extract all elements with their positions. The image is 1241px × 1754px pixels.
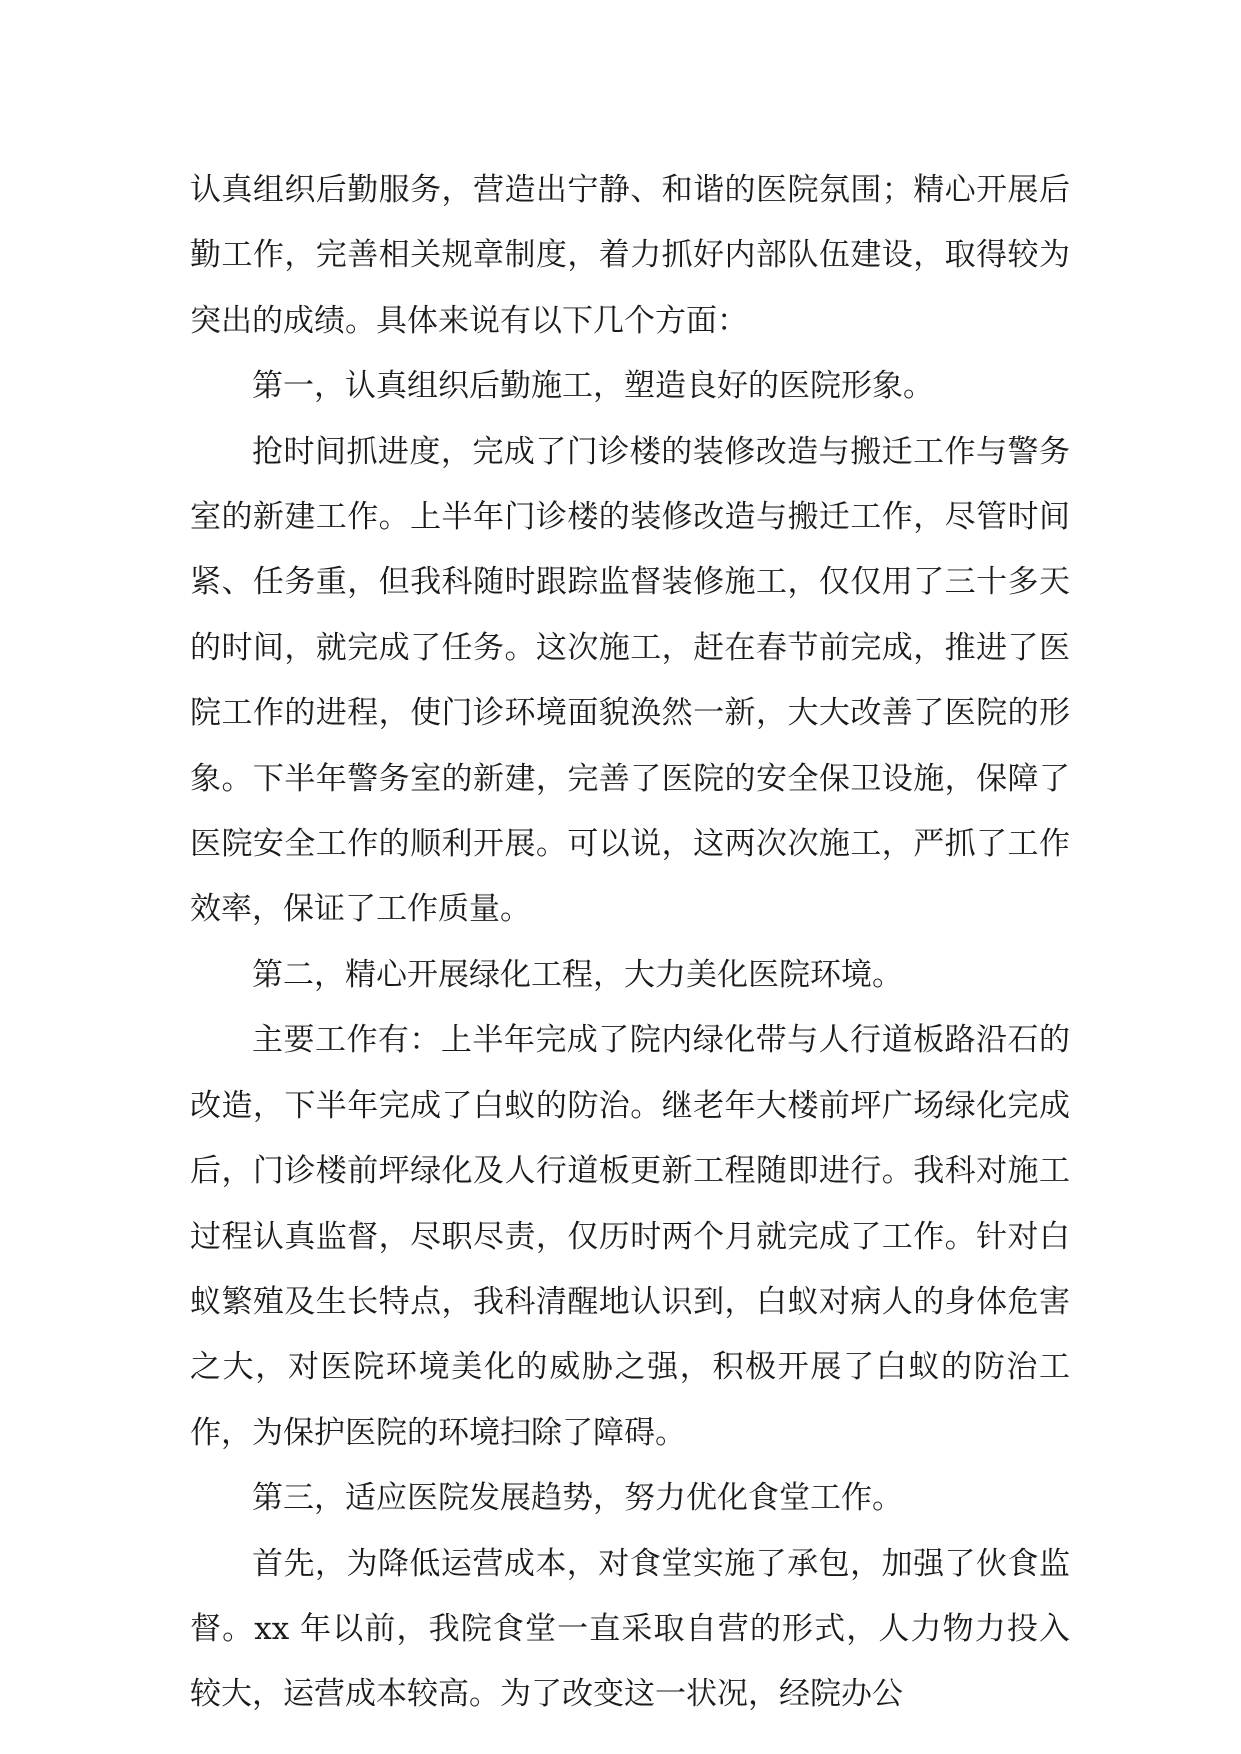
paragraph-point-two: 主要工作有：上半年完成了院内绿化带与人行道板路沿石的改造，下半年完成了白蚁的防治。继老年大楼前坪广场绿化完成后，门诊楼前坪绿化及人行道板更新工程随即进行。我科对施工过程认真监督，尽职尽责，仅历时两个月就完成了工作。针对白蚁繁殖及生长特点，我科清醒地认识到，白蚁对病人的身体危害之大，对医院环境美化的威胁之强，积极开展了白蚁的防治工作，为保护医院的环境扫除了障碍。 xyxy=(190,1022,1070,1451)
heading-point-one: 第一，认真组织后勤施工，塑造良好的医院形象。 xyxy=(252,368,934,405)
heading-point-three: 第三，适应医院发展趋势，努力优化食堂工作。 xyxy=(252,1480,903,1517)
heading-point-two: 第二，精心开展绿化工程，大力美化医院环境。 xyxy=(252,956,903,993)
paragraph-point-one: 抢时间抓进度，完成了门诊楼的装修改造与搬迁工作与警务室的新建工作。上半年门诊楼的装修改造与搬迁工作，尽管时间紧、任务重，但我科随时跟踪监督装修施工，仅仅用了三十多天的时间，就完成了任务。这次施工，赶在春节前完成，推进了医院工作的进程，使门诊环境面貌涣然一新，大大改善了医院的形象。下半年警务室的新建，完善了医院的安全保卫设施，保障了医院安全工作的顺利开展。可以说，这两次次施工，严抓了工作效率，保证了工作质量。 xyxy=(190,433,1070,928)
paragraph-intro: 认真组织后勤服务，营造出宁静、和谐的医院氛围；精心开展后勤工作，完善相关规章制度，着力抓好内部队伍建设，取得较为突出的成绩。具体来说有以下几个方面： xyxy=(190,172,1070,339)
paragraph-point-three: 首先，为降低运营成本，对食堂实施了承包，加强了伙食监督。xx 年以前，我院食堂一直采取自营的形式，人力物力投入较大，运营成本较高。为了改变这一状况，经院办公 xyxy=(190,1545,1070,1713)
body-text xyxy=(190,158,1070,1728)
